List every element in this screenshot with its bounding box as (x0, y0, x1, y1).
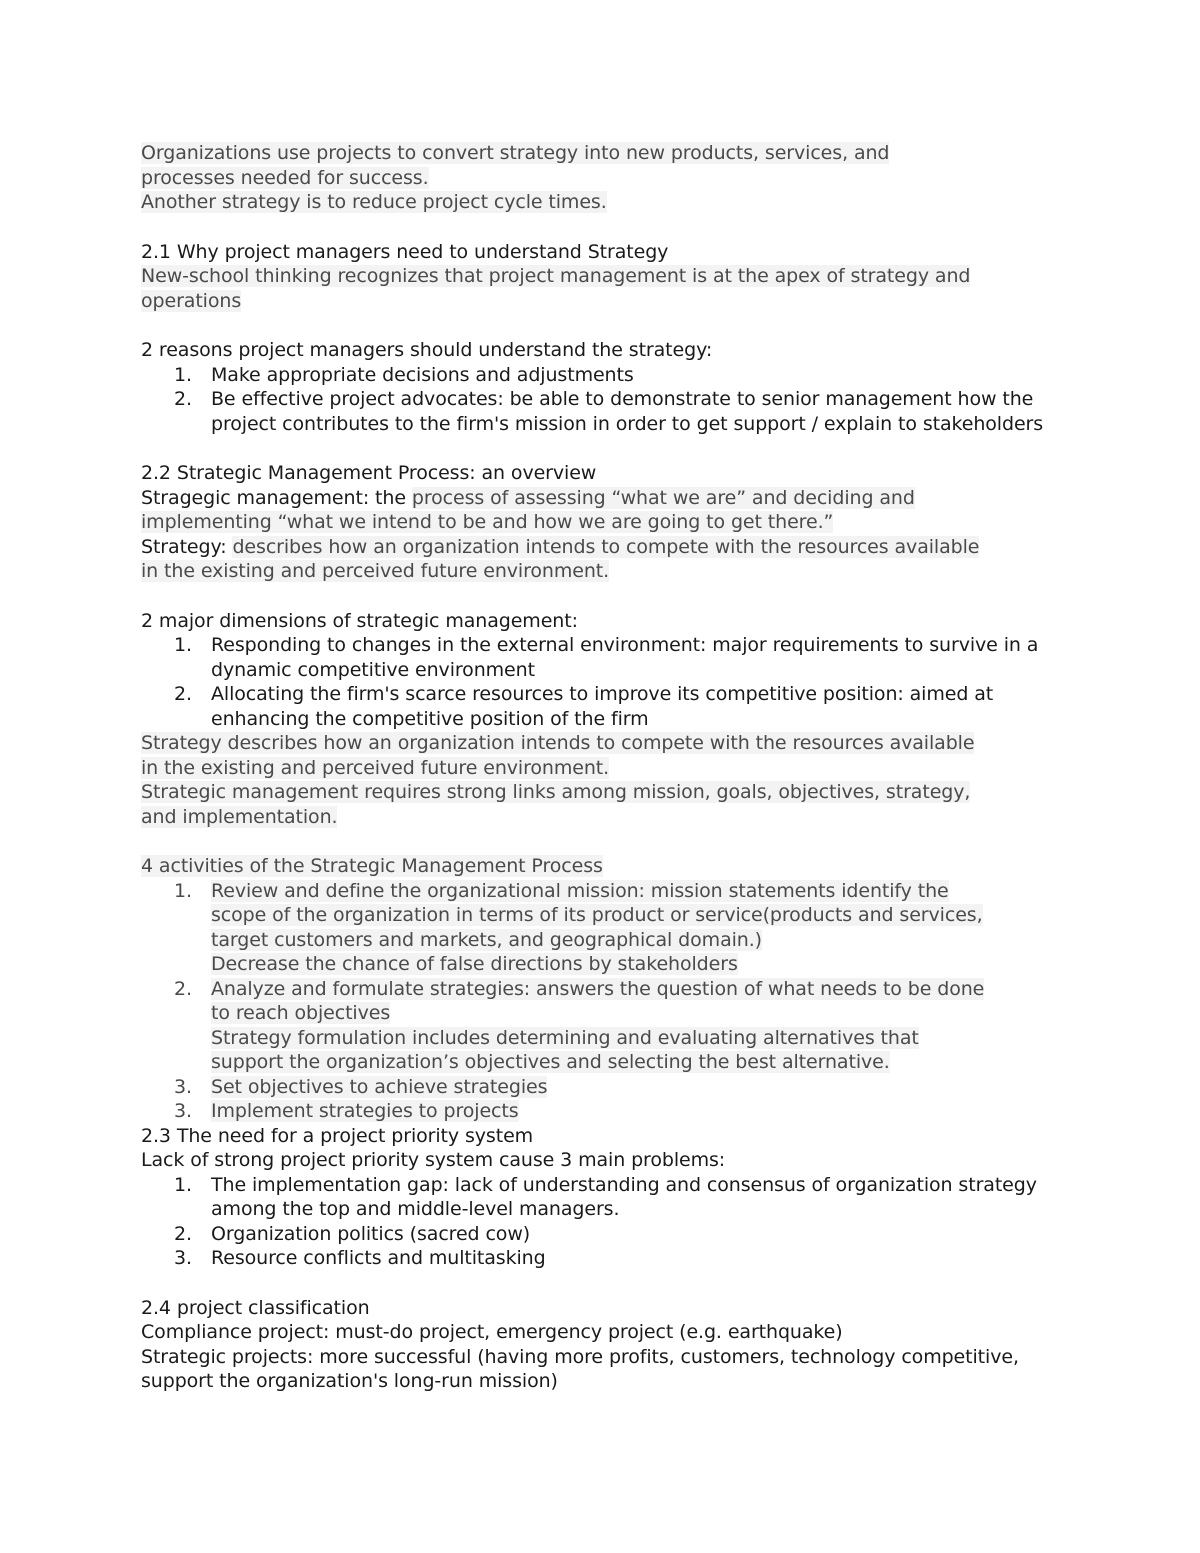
paragraph-line: Strategic management requires strong links among mission, goals, objectives, strategy, (141, 781, 971, 803)
paragraph-line: in the existing and perceived future environment. (141, 756, 610, 779)
spacer (141, 215, 1081, 240)
intro-line: Another strategy is to reduce project cycle times. (141, 191, 607, 213)
list-number: 1. (174, 1173, 192, 1196)
activities-heading: 4 activities of the Strategic Management Process (141, 855, 603, 877)
paragraph-line: New-school thinking recognizes that project management is at the apex of strategy and (141, 265, 971, 287)
list-item: 2. Allocating the firm's scarce resources to improve its competitive position: aimed at enhancing the competitive position of the firm (174, 683, 994, 730)
definition-line: in the existing and perceived future environment. (141, 560, 610, 582)
spacer (141, 584, 1081, 609)
section-heading-2-1: 2.1 Why project managers need to understand Strategy (141, 240, 669, 263)
section-heading-2-2: 2.2 Strategic Management Process: an overview (141, 462, 597, 484)
definition-line: implementing “what we intend to be and how we are going to get there.” (141, 511, 834, 533)
spacer (141, 436, 1081, 461)
list-number: 2. (174, 683, 192, 705)
spacer (141, 829, 1081, 854)
spacer (141, 1271, 1081, 1296)
list-item: 2. Organization politics (sacred cow) (174, 1222, 531, 1245)
list-number: 1. (174, 634, 192, 656)
section-heading-2-3: 2.3 The need for a project priority system (141, 1124, 534, 1147)
dimensions-heading: 2 major dimensions of strategic management: (141, 609, 578, 632)
list-item: 3. Implement strategies to projects (174, 1100, 519, 1122)
section-heading-2-4: 2.4 project classification (141, 1296, 370, 1319)
paragraph-line: Lack of strong project priority system cause 3 main problems: (141, 1149, 726, 1171)
list-item: 3. Set objectives to achieve strategies (174, 1075, 548, 1098)
list-number: 3. (174, 1075, 192, 1098)
paragraph-line: support the organization's long-run mission) (141, 1370, 558, 1392)
definition-line: Strategy: describes how an organization intends to compete with the resources available (141, 535, 980, 558)
list-item: 1. Responding to changes in the external environment: major requirements to survive in a dynamic competitive environment (174, 634, 1039, 681)
list-number: 2. (174, 977, 192, 1000)
spacer (141, 313, 1081, 338)
intro-line: Organizations use projects to convert strategy into new products, services, and (141, 142, 890, 164)
document-body (141, 141, 1081, 1394)
paragraph-line: Strategic projects: more successful (having more profits, customers, technology competitive, (141, 1345, 1019, 1368)
paragraph-line: operations (141, 289, 242, 312)
reasons-heading: 2 reasons project managers should understand the strategy: (141, 339, 713, 361)
list-number: 1. (174, 363, 192, 386)
list-item: 2. Analyze and formulate strategies: answers the question of what needs to be done to reach objectives Strategy formulation includes determining and evaluating alternatives that support the organization’s objectives and selecting the best alternative. (174, 977, 985, 1073)
list-item: 2. Be effective project advocates: be able to demonstrate to senior management how the project contributes to the firm's mission in order to get support / explain to stakeholders (174, 388, 1044, 435)
list-item: 3. Resource conflicts and multitasking (174, 1247, 546, 1269)
list-number: 3. (174, 1100, 192, 1122)
list-item: 1. Review and define the organizational mission: mission statements identify the scope of the organization in terms of its product or service(products and services, target customers and markets, and geographical domain.) Decrease the chance of false directions by stakeholders (174, 879, 983, 975)
definition-line: Stragegic management: the process of assessing “what we are” and deciding and (141, 486, 915, 509)
list-number: 1. (174, 879, 192, 902)
list-number: 3. (174, 1247, 192, 1269)
list-item: 1. Make appropriate decisions and adjustments (174, 363, 634, 386)
list-number: 2. (174, 1222, 192, 1245)
paragraph-line: and implementation. (141, 805, 338, 828)
intro-line: processes needed for success. (141, 166, 429, 189)
paragraph-line: Compliance project: must-do project, emergency project (e.g. earthquake) (141, 1321, 843, 1343)
list-number: 2. (174, 388, 192, 410)
list-item: 1. The implementation gap: lack of understanding and consensus of organization strategy among the top and middle-level managers. (174, 1173, 1037, 1220)
paragraph-line: Strategy describes how an organization intends to compete with the resources available (141, 732, 975, 754)
